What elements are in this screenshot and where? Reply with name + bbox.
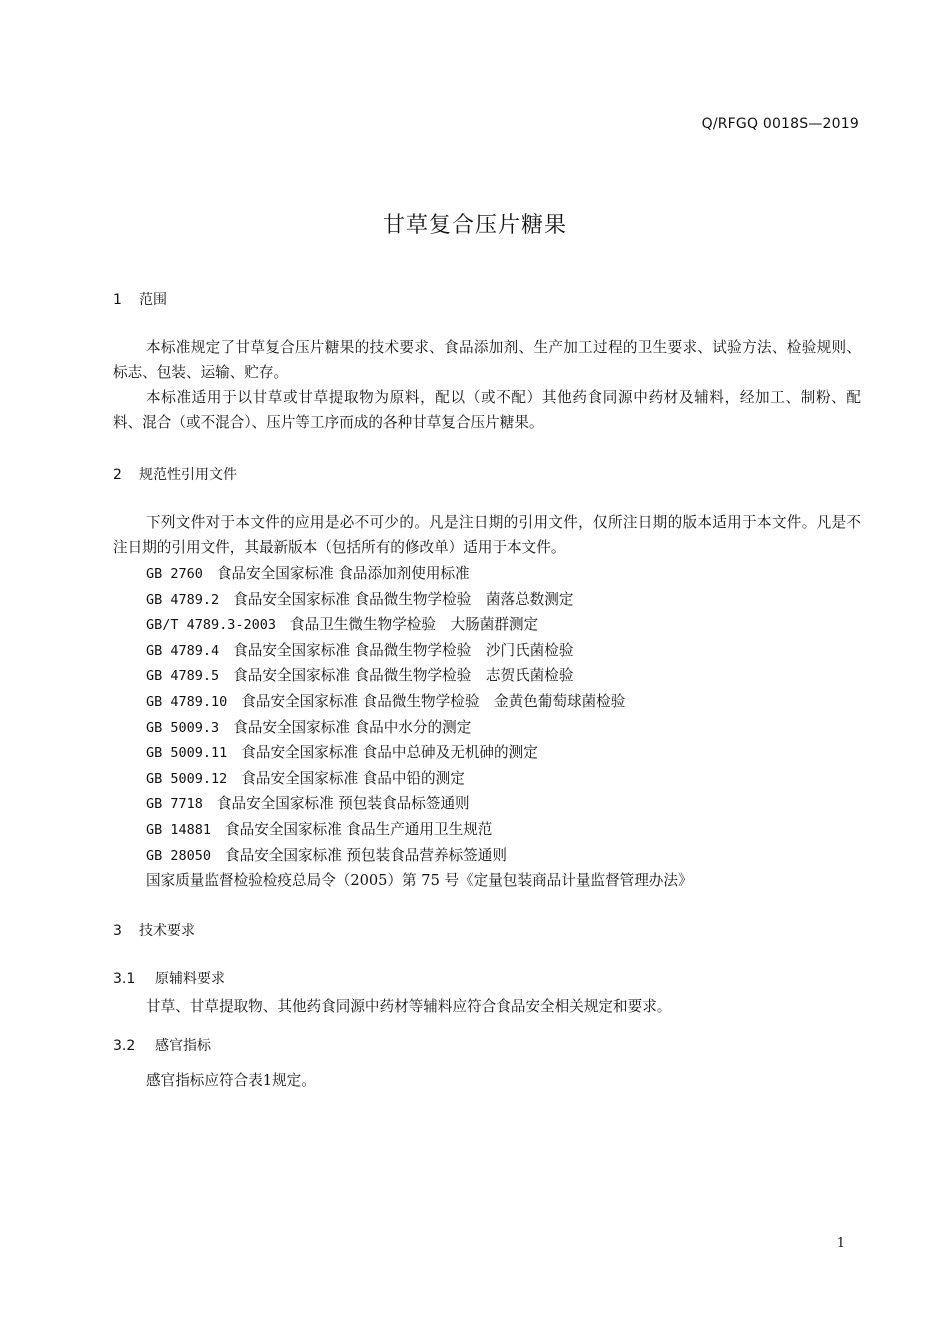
scope-paragraph-1: 本标准规定了甘草复合压片糖果的技术要求、食品添加剂、生产加工过程的卫生要求、试验方法、检验规则、标志、包装、运输、贮存。 bbox=[113, 339, 861, 381]
scope-paragraph-2: 本标准适用于以甘草或甘草提取物为原料，配以（或不配）其他药食同源中药材及辅料，经加工、制粉、配料、混合（或不混合）、压片等工序而成的各种甘草复合压片糖果。 bbox=[113, 389, 861, 431]
section-title: 技术要求 bbox=[139, 923, 195, 939]
reference-code: GB 14881 bbox=[146, 821, 212, 838]
reference-list bbox=[146, 561, 861, 894]
reference-item-regulation: 国家质量监督检验检疫总局令（2005）第 75 号《定量包装商品计量监督管理办法》 bbox=[146, 872, 693, 890]
reference-title: 食品安全国家标准 食品生产通用卫生规范 bbox=[225, 820, 493, 838]
reference-title: 食品安全国家标准 预包装食品营养标签通则 bbox=[225, 846, 507, 864]
subsection-number: 3.1 bbox=[113, 971, 136, 987]
section-title: 范围 bbox=[139, 292, 167, 308]
reference-item bbox=[146, 638, 861, 664]
subsection-title: 原辅料要求 bbox=[155, 971, 225, 987]
reference-code: GB 4789.2 bbox=[146, 591, 220, 608]
section-number: 3 bbox=[113, 923, 122, 939]
reference-code: GB 28050 bbox=[146, 847, 212, 864]
materials-requirement-text: 甘草、甘草提取物、其他药食同源中药材等辅料应符合食品安全相关规定和要求。 bbox=[146, 998, 672, 1015]
reference-title: 食品安全国家标准 食品中铅的测定 bbox=[241, 769, 465, 787]
reference-item bbox=[146, 715, 861, 741]
reference-code: GB 5009.12 bbox=[146, 770, 228, 787]
reference-code: GB 4789.5 bbox=[146, 668, 220, 685]
reference-item bbox=[146, 817, 861, 843]
page-title: 甘草复合压片糖果 bbox=[382, 213, 567, 238]
reference-item bbox=[146, 689, 861, 715]
reference-title: 食品安全国家标准 食品中总砷及无机砷的测定 bbox=[241, 744, 538, 762]
references-intro: 下列文件对于本文件的应用是必不可少的。凡是注日期的引用文件，仅所注日期的版本适用于本文件。凡是不注日期的引用文件，其最新版本（包括所有的修改单）适用于本文件。 bbox=[113, 514, 861, 556]
document-code: Q/RFGQ 0018S—2019 bbox=[701, 116, 859, 132]
reference-code: GB/T 4789.3-2003 bbox=[146, 617, 277, 634]
reference-item bbox=[146, 843, 861, 869]
section-number: 2 bbox=[113, 467, 122, 483]
section-heading-references bbox=[113, 464, 237, 484]
reference-title: 食品安全国家标准 食品微生物学检验 金黄色葡萄球菌检验 bbox=[241, 692, 626, 710]
reference-title: 食品安全国家标准 食品中水分的测定 bbox=[233, 718, 472, 736]
reference-code: GB 4789.4 bbox=[146, 642, 220, 659]
reference-item bbox=[146, 766, 861, 792]
subsection-title: 感官指标 bbox=[155, 1038, 211, 1054]
reference-code: GB 5009.11 bbox=[146, 745, 228, 762]
reference-title: 食品安全国家标准 食品添加剂使用标准 bbox=[216, 565, 470, 582]
subsection-heading-sensory bbox=[113, 1035, 211, 1055]
reference-item bbox=[146, 791, 861, 817]
section-heading-scope bbox=[113, 289, 167, 309]
reference-item bbox=[146, 587, 861, 613]
reference-item bbox=[146, 561, 861, 587]
reference-code: GB 7718 bbox=[146, 796, 203, 813]
reference-code: GB 4789.10 bbox=[146, 693, 228, 710]
reference-item bbox=[146, 663, 861, 689]
section-heading-technical bbox=[113, 920, 195, 940]
reference-title: 食品安全国家标准 食品微生物学检验 沙门氏菌检验 bbox=[233, 641, 574, 659]
sensory-requirement-text: 感官指标应符合表1规定。 bbox=[146, 1072, 316, 1089]
reference-title: 食品卫生微生物学检验 大肠菌群测定 bbox=[290, 616, 539, 634]
reference-item bbox=[146, 612, 861, 638]
section-number: 1 bbox=[113, 292, 122, 308]
reference-code: GB 5009.3 bbox=[146, 719, 220, 736]
subsection-number: 3.2 bbox=[113, 1038, 136, 1054]
reference-title: 食品安全国家标准 食品微生物学检验 志贺氏菌检验 bbox=[233, 667, 574, 685]
page-number: 1 bbox=[836, 1236, 845, 1251]
subsection-heading-materials bbox=[113, 968, 225, 988]
section-title: 规范性引用文件 bbox=[139, 467, 237, 483]
reference-item bbox=[146, 740, 861, 766]
reference-title: 食品安全国家标准 食品微生物学检验 菌落总数测定 bbox=[233, 590, 574, 608]
reference-code: GB 2760 bbox=[146, 566, 203, 582]
reference-title: 食品安全国家标准 预包装食品标签通则 bbox=[216, 795, 470, 813]
